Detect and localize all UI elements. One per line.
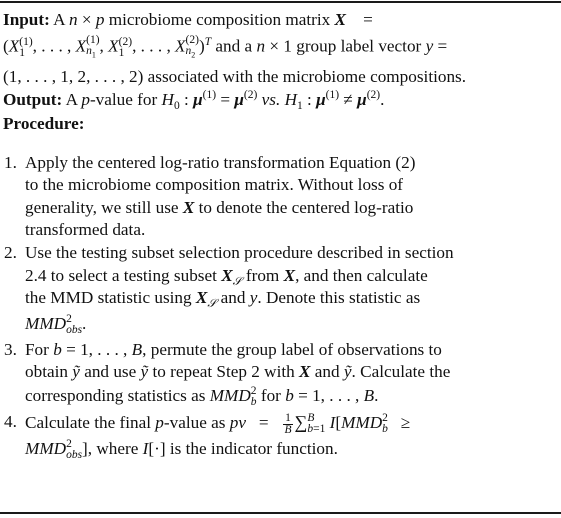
output-vs: vs. bbox=[261, 90, 281, 109]
step-4-line-1: Calculate the final p-value as pv = $\frac{1}{B}$ ∑ B b=1 I[MMD 2 b ≥ bbox=[25, 411, 411, 436]
step-1-line-2: to the microbiome composition matrix. Without loss of bbox=[25, 175, 404, 194]
step-1-line-1: Apply the centered log-ratio transformation Equation (2) bbox=[25, 153, 416, 172]
step-1-line-4: transformed data. bbox=[25, 220, 146, 239]
step-1-number: 1. bbox=[4, 153, 17, 172]
input-line-2: (X (1) 1 , . . . , X (1) $n_1$ , X (2) 1 , . . . , X (2) $n_2$ )$^T$ and a n × 1 group label vector y = bbox=[3, 34, 448, 60]
step-2-line-3: the MMD statistic using $X_𝒮$ and y. Denote this statistic as bbox=[25, 288, 421, 310]
top-rule bbox=[0, 1, 561, 3]
input-text-vector: group label vector bbox=[296, 36, 422, 56]
input-line-3: (1, . . . , 1, 2, . . . , 2) associated with the microbiome compositions. bbox=[3, 67, 467, 86]
procedure-heading: Procedure: bbox=[3, 114, 85, 133]
input-line-1: Input: A n × p microbiome composition matrix X = bbox=[3, 10, 373, 29]
input-text-matrix: microbiome composition matrix bbox=[108, 10, 331, 29]
step-2-line-1: Use the testing subset selection procedure described in section bbox=[25, 243, 454, 262]
step-4-number: 4. bbox=[4, 412, 17, 431]
input-label: Input: bbox=[3, 10, 50, 29]
step-3-number: 3. bbox=[4, 340, 17, 359]
output-label: Output: bbox=[3, 90, 63, 109]
bottom-rule bbox=[0, 512, 561, 514]
input-text-a: A bbox=[53, 10, 65, 29]
step-4-line-2: MMD 2 obs ], where I[·] is the indicator function. bbox=[25, 438, 338, 462]
step-3-line-2: obtain ỹ and use ỹ to repeat Step 2 with X and ỹ. Calculate the bbox=[25, 362, 451, 381]
output-text-a: A bbox=[65, 90, 78, 109]
step-2-line-4: MMD 2 obs . bbox=[25, 313, 87, 337]
step-3-line-1: For b = 1, . . . , B, permute the group label of observations to bbox=[25, 340, 442, 359]
step-1-line-3: generality, we still use X to denote the centered log-ratio bbox=[25, 198, 414, 217]
step-2-number: 2. bbox=[4, 243, 17, 262]
input-text-associated: associated with the microbiome compositions. bbox=[147, 67, 467, 86]
input-text-and: and a bbox=[215, 36, 253, 56]
output-text-pvalue: -value for bbox=[89, 90, 158, 109]
step-2-line-2: 2.4 to select a testing subset $X_𝒮$ from X, and then calculate bbox=[25, 266, 428, 288]
step-3-line-3: corresponding statistics as MMD 2 b for b = 1, . . . , B. bbox=[25, 385, 379, 409]
output-line: Output: A p-value for $H_0$ : $\mu^{(1)} = \mu^{(2)}$ vs. $H_1$ : $\mu^{(1)} \ne \mu^{(2)}$. bbox=[3, 89, 385, 112]
